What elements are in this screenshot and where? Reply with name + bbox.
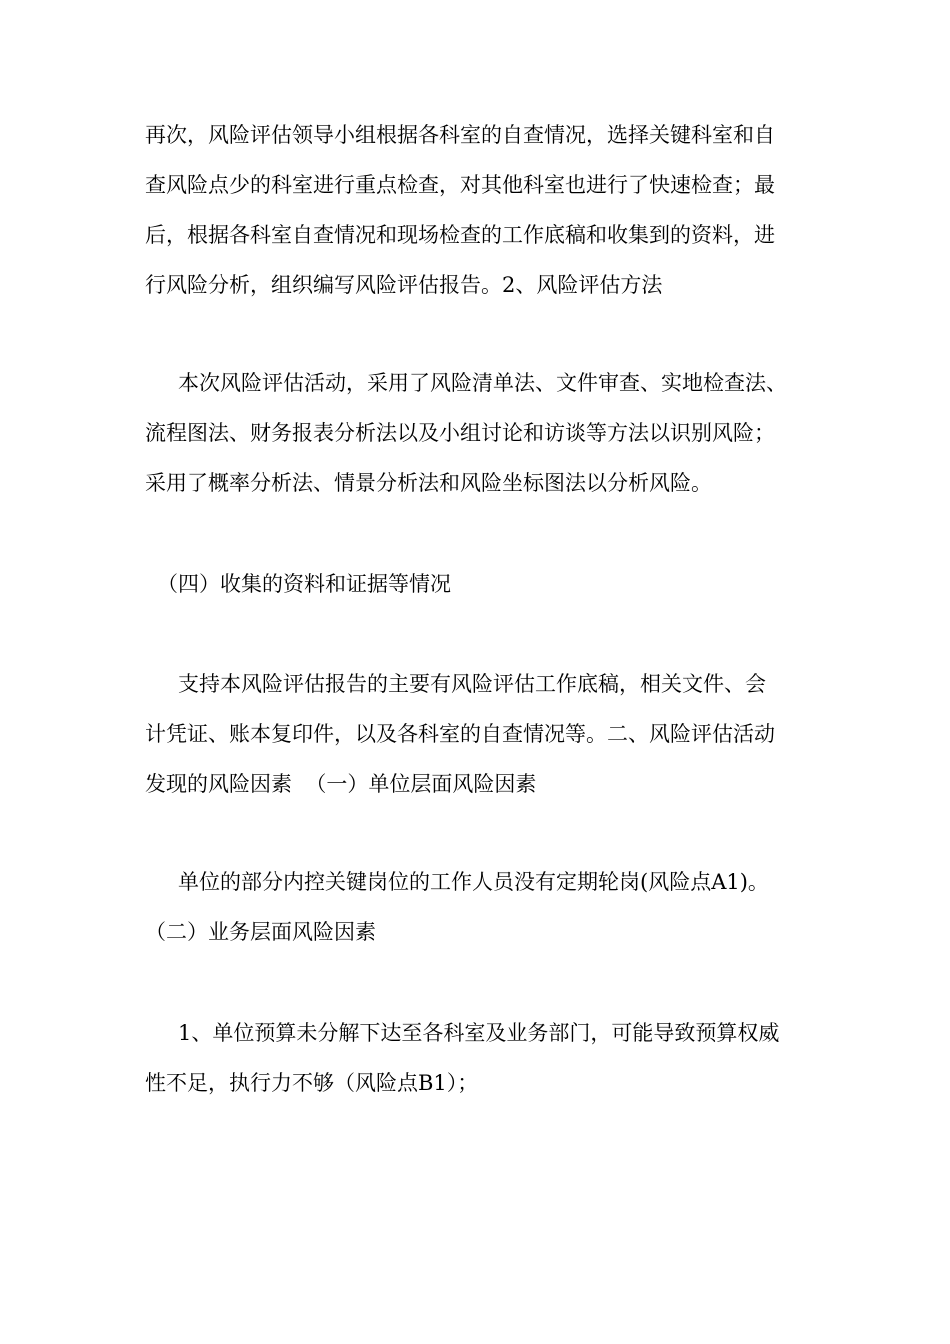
text-line: 单位的部分内控关键岗位的工作人员没有定期轮岗(风险点A1)。 [178, 870, 769, 894]
paragraph-unit-level-risk [145, 857, 810, 957]
text-line: 采用了概率分析法、情景分析法和风险坐标图法以分析风险。 [145, 471, 712, 495]
text-line: 查风险点少的科室进行重点检查，对其他科室也进行了快速检查；最 [145, 173, 775, 197]
section-heading-collected-materials [145, 559, 810, 609]
text-line: 再次，风险评估领导小组根据各科室的自查情况，选择关键科室和自 [145, 123, 775, 147]
text-line: 支持本风险评估报告的主要有风险评估工作底稿，相关文件、会 [178, 672, 766, 696]
text-line: 1、单位预算未分解下达至各科室及业务部门，可能导致预算权威 [178, 1021, 780, 1045]
text-line: 发现的风险因素 （一）单位层面风险因素 [145, 772, 537, 796]
text-line: 行风险分析，组织编写风险评估报告。2、风险评估方法 [145, 273, 663, 297]
paragraph-budget-risk [145, 1008, 810, 1108]
text-line: 流程图法、财务报表分析法以及小组讨论和访谈等方法以识别风险； [145, 421, 775, 445]
text-line: 本次风险评估活动，采用了风险清单法、文件审查、实地检查法、 [178, 371, 787, 395]
paragraph-assessment-methods [145, 358, 810, 508]
paragraph-supporting-materials [145, 659, 810, 809]
paragraph-review-process [145, 110, 810, 310]
text-line: 计凭证、账本复印件，以及各科室的自查情况等。二、风险评估活动 [145, 722, 775, 746]
text-line: （四）收集的资料和证据等情况 [157, 572, 451, 596]
text-line: （二）业务层面风险因素 [145, 920, 376, 944]
text-line: 性不足，执行力不够（风险点B1）； [145, 1071, 479, 1095]
text-line: 后，根据各科室自查情况和现场检查的工作底稿和收集到的资料，进 [145, 223, 775, 247]
